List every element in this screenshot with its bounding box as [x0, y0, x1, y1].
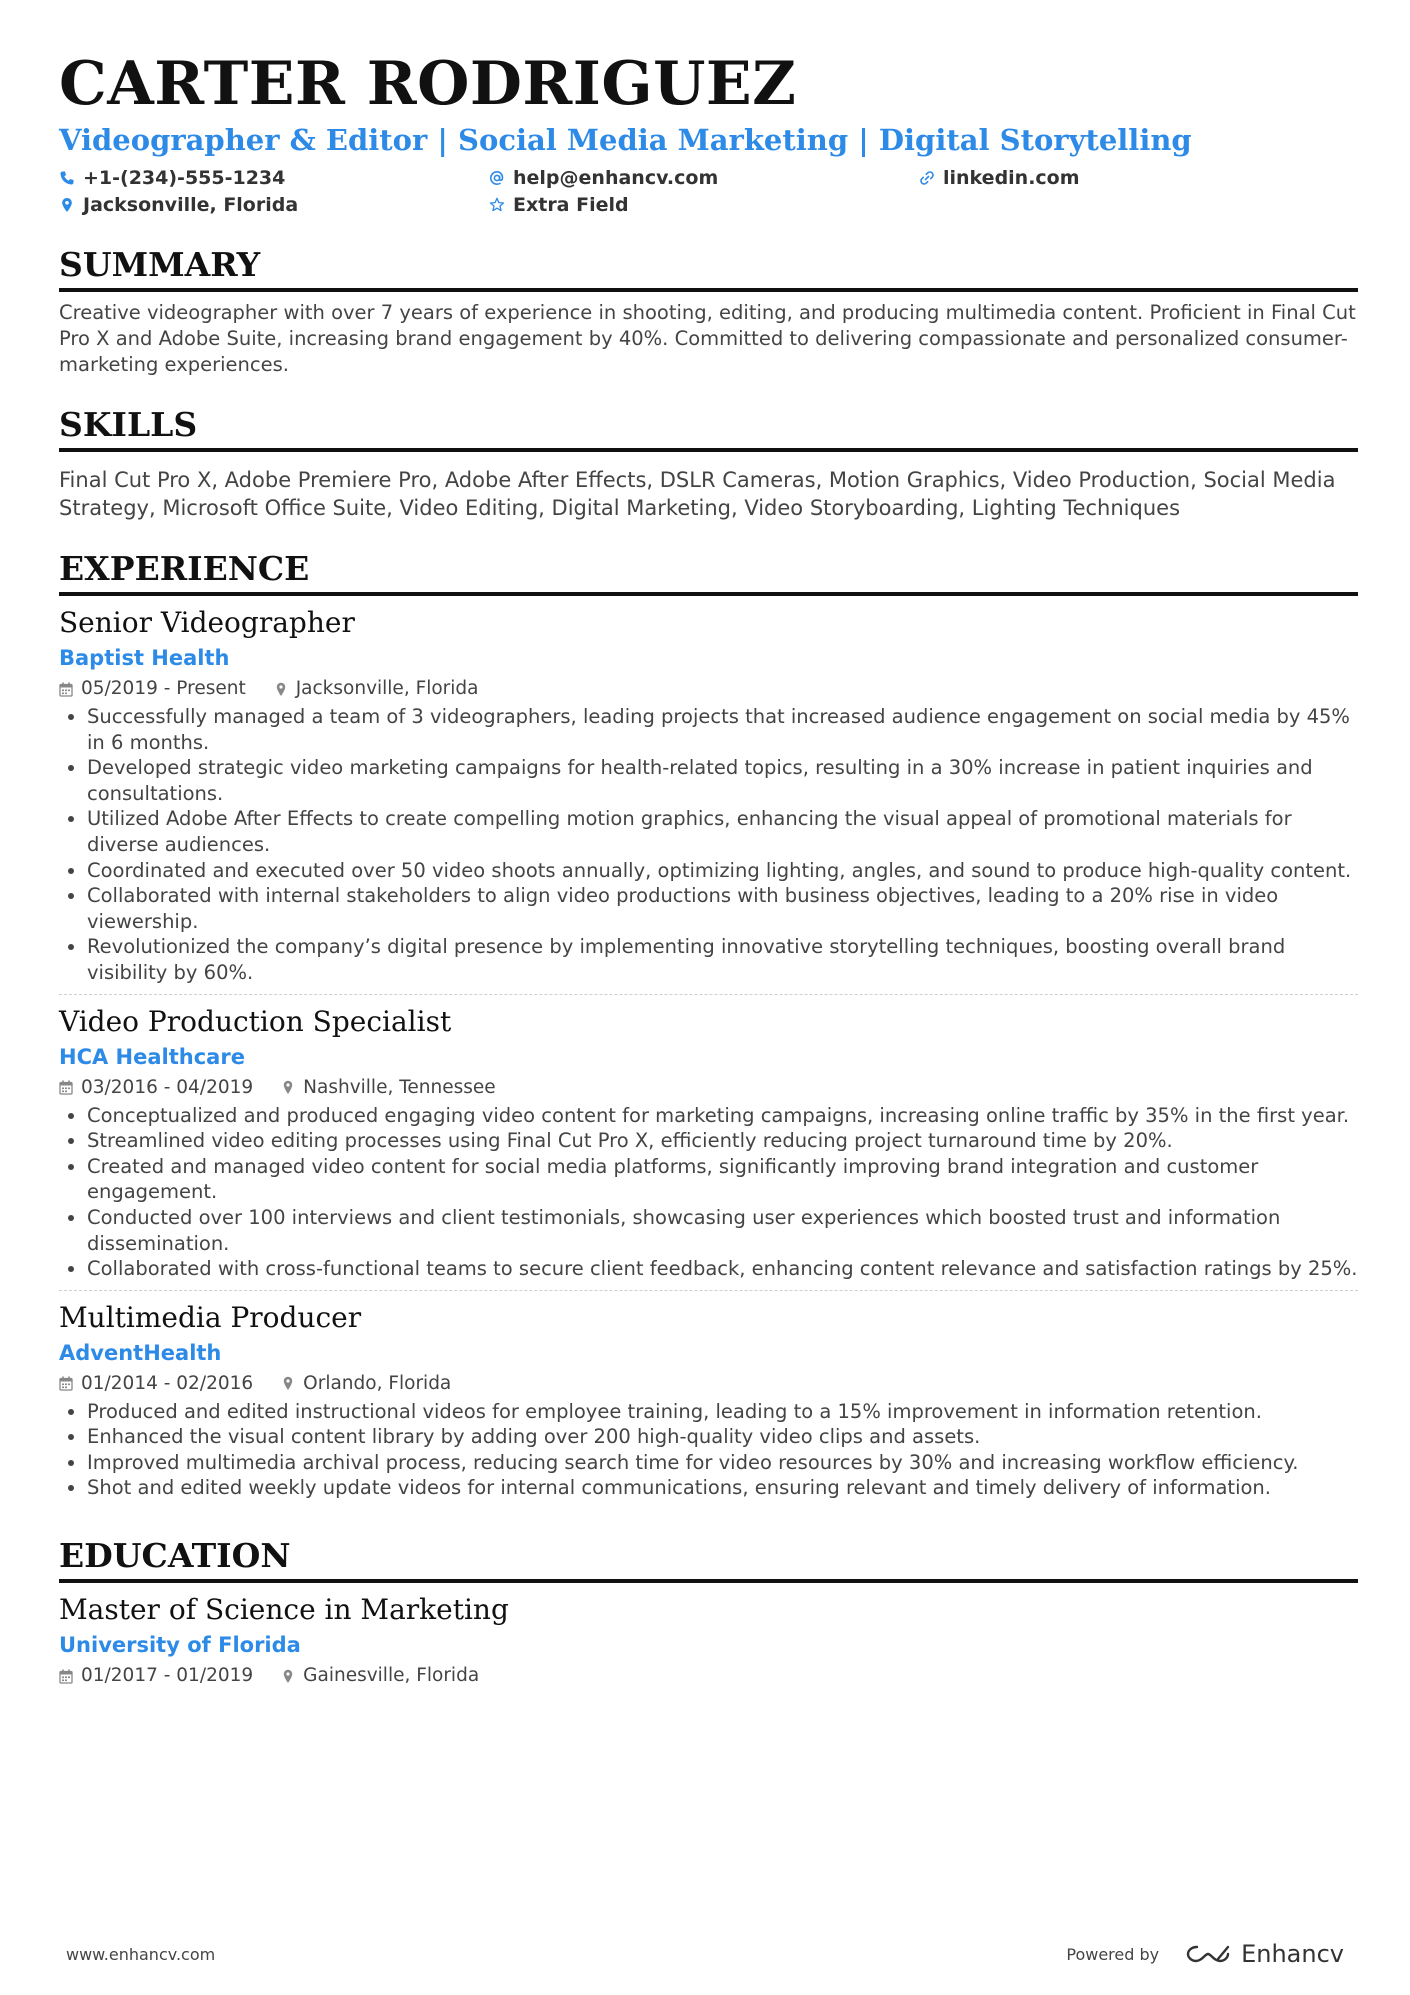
skills-section: [59, 404, 1358, 522]
job-location: Orlando, Florida: [303, 1372, 452, 1394]
education-meta: [59, 1661, 1358, 1691]
list-item: • Shot and edited weekly update videos for internal communications, ensuring relevant and timely delivery of information.: [87, 1475, 1358, 1501]
job-location: Nashville, Tennessee: [303, 1076, 496, 1098]
linkedin-text: linkedin.com: [943, 166, 1080, 189]
list-item: • Revolutionized the company’s digital presence by implementing innovative storytelling techniques, boosting overall brand visibility by 60%.: [87, 934, 1358, 985]
job-meta: [59, 1369, 1358, 1399]
list-item: • Collaborated with cross-functional teams to secure client feedback, enhancing content relevance and satisfaction ratings by 25%.: [87, 1256, 1358, 1282]
phone-icon: [59, 170, 75, 186]
list-item: • Conducted over 100 interviews and client testimonials, showcasing user experiences which boosted trust and information dissemination.: [87, 1205, 1358, 1256]
list-item: • Created and managed video content for social media platforms, significantly improving brand integration and customer engagement.: [87, 1154, 1358, 1205]
brand-logo[interactable]: [1185, 1940, 1344, 1968]
education-degree: Master of Science in Marketing: [59, 1593, 509, 1627]
calendar-icon: [59, 1080, 73, 1095]
job-role: Multimedia Producer: [59, 1300, 362, 1334]
footer: [66, 1940, 1344, 1968]
brand-name: Enhancv: [1241, 1940, 1344, 1968]
summary-heading: SUMMARY: [59, 244, 1358, 292]
link-icon: [919, 170, 935, 186]
summary-text: Creative videographer with over 7 years of experience in shooting, editing, and producing multimedia content. Proficient in Final Cut Pro X and Adobe Suite, increasing brand engagement by 40%. Committed to delivering compassionate and personalized consumer-marketing experiences.: [59, 301, 1356, 376]
contact-extra: [489, 191, 919, 218]
list-item: • Enhanced the visual content library by adding over 200 high-quality video clips and assets.: [87, 1424, 1358, 1450]
list-item: • Coordinated and executed over 50 video shoots annually, optimizing lighting, angles, and sound to produce high-quality content.: [87, 858, 1358, 884]
phone-text: +1-(234)-555-1234: [83, 166, 286, 189]
job-dates: 05/2019 - Present: [81, 678, 246, 699]
calendar-icon: [59, 1669, 73, 1684]
powered-by-label: Powered by: [1066, 1944, 1160, 1964]
contact-email[interactable]: [489, 164, 919, 191]
summary-section: [59, 244, 1358, 378]
list-item: • Successfully managed a team of 3 videographers, leading projects that increased audience engagement on social media by 45% in 6 months.: [87, 704, 1358, 755]
candidate-name: CARTER RODRIGUEZ: [59, 49, 797, 119]
star-icon: [489, 197, 505, 213]
experience-heading: EXPERIENCE: [59, 548, 1358, 596]
contact-phone[interactable]: [59, 164, 489, 191]
location-pin-icon: [281, 1080, 295, 1095]
calendar-icon: [59, 682, 73, 697]
job-role: Video Production Specialist: [59, 1004, 452, 1038]
powered-by: [1066, 1940, 1344, 1968]
job-bullets: [59, 704, 1358, 986]
job-company: HCA Healthcare: [59, 1044, 245, 1069]
list-item: • Improved multimedia archival process, reducing search time for video resources by 30% and increasing workflow efficiency.: [87, 1450, 1358, 1476]
extra-text: Extra Field: [513, 193, 629, 216]
education-school: University of Florida: [59, 1633, 301, 1658]
at-icon: [489, 170, 505, 186]
candidate-headline: Videographer & Editor | Social Media Marketing | Digital Storytelling: [59, 123, 1192, 157]
contact-info: [59, 164, 1358, 218]
enhancv-logo-icon: [1185, 1943, 1231, 1965]
job-bullets: [59, 1103, 1358, 1282]
job-entry: [59, 1290, 1358, 1509]
footer-website-link[interactable]: www.enhancv.com: [66, 1944, 216, 1964]
list-item: • Developed strategic video marketing campaigns for health-related topics, resulting in a 30% increase in patient inquiries and consultations.: [87, 755, 1358, 806]
job-entry: [59, 604, 1358, 994]
email-text: help@enhancv.com: [513, 166, 719, 189]
experience-section: [59, 548, 1358, 1509]
list-item: • Conceptualized and produced engaging video content for marketing campaigns, increasing online traffic by 35% in the first year.: [87, 1103, 1358, 1129]
job-meta: [59, 1073, 1358, 1103]
job-company: AdventHealth: [59, 1340, 222, 1365]
job-company: Baptist Health: [59, 646, 230, 670]
job-role: Senior Videographer: [59, 606, 355, 639]
list-item: • Collaborated with internal stakeholders to align video productions with business objectives, leading to a 20% rise in video viewership.: [87, 883, 1358, 934]
calendar-icon: [59, 1376, 73, 1391]
location-pin-icon: [59, 197, 75, 213]
job-meta: [59, 674, 1358, 704]
education-heading: EDUCATION: [59, 1535, 1358, 1583]
job-location: Jacksonville, Florida: [295, 678, 479, 699]
skills-heading: SKILLS: [59, 404, 1358, 452]
list-item: • Utilized Adobe After Effects to create compelling motion graphics, enhancing the visual appeal of promotional materials for diverse audiences.: [87, 806, 1358, 857]
job-dates: 01/2014 - 02/2016: [81, 1372, 254, 1394]
location-text: Jacksonville, Florida: [83, 193, 299, 216]
education-location: Gainesville, Florida: [303, 1665, 480, 1687]
location-pin-icon: [274, 682, 288, 697]
education-dates: 01/2017 - 01/2019: [81, 1665, 254, 1687]
education-section: [59, 1535, 1358, 1691]
list-item: • Produced and edited instructional videos for employee training, leading to a 15% improvement in information retention.: [87, 1399, 1358, 1425]
job-entry: [59, 994, 1358, 1290]
location-pin-icon: [281, 1376, 295, 1391]
contact-location: [59, 191, 489, 218]
job-bullets: [59, 1399, 1358, 1501]
location-pin-icon: [281, 1669, 295, 1684]
job-dates: 03/2016 - 04/2019: [81, 1076, 254, 1098]
skills-text: Final Cut Pro X, Adobe Premiere Pro, Adobe After Effects, DSLR Cameras, Motion Graphics, Video Production, Social Media Strategy, Microsoft Office Suite, Video Editing, Digital Marketing, Video Storyboarding, Lighting Techniques: [59, 468, 1336, 520]
list-item: • Streamlined video editing processes using Final Cut Pro X, efficiently reducing project turnaround time by 20%.: [87, 1128, 1358, 1154]
contact-linkedin[interactable]: [919, 164, 1319, 191]
